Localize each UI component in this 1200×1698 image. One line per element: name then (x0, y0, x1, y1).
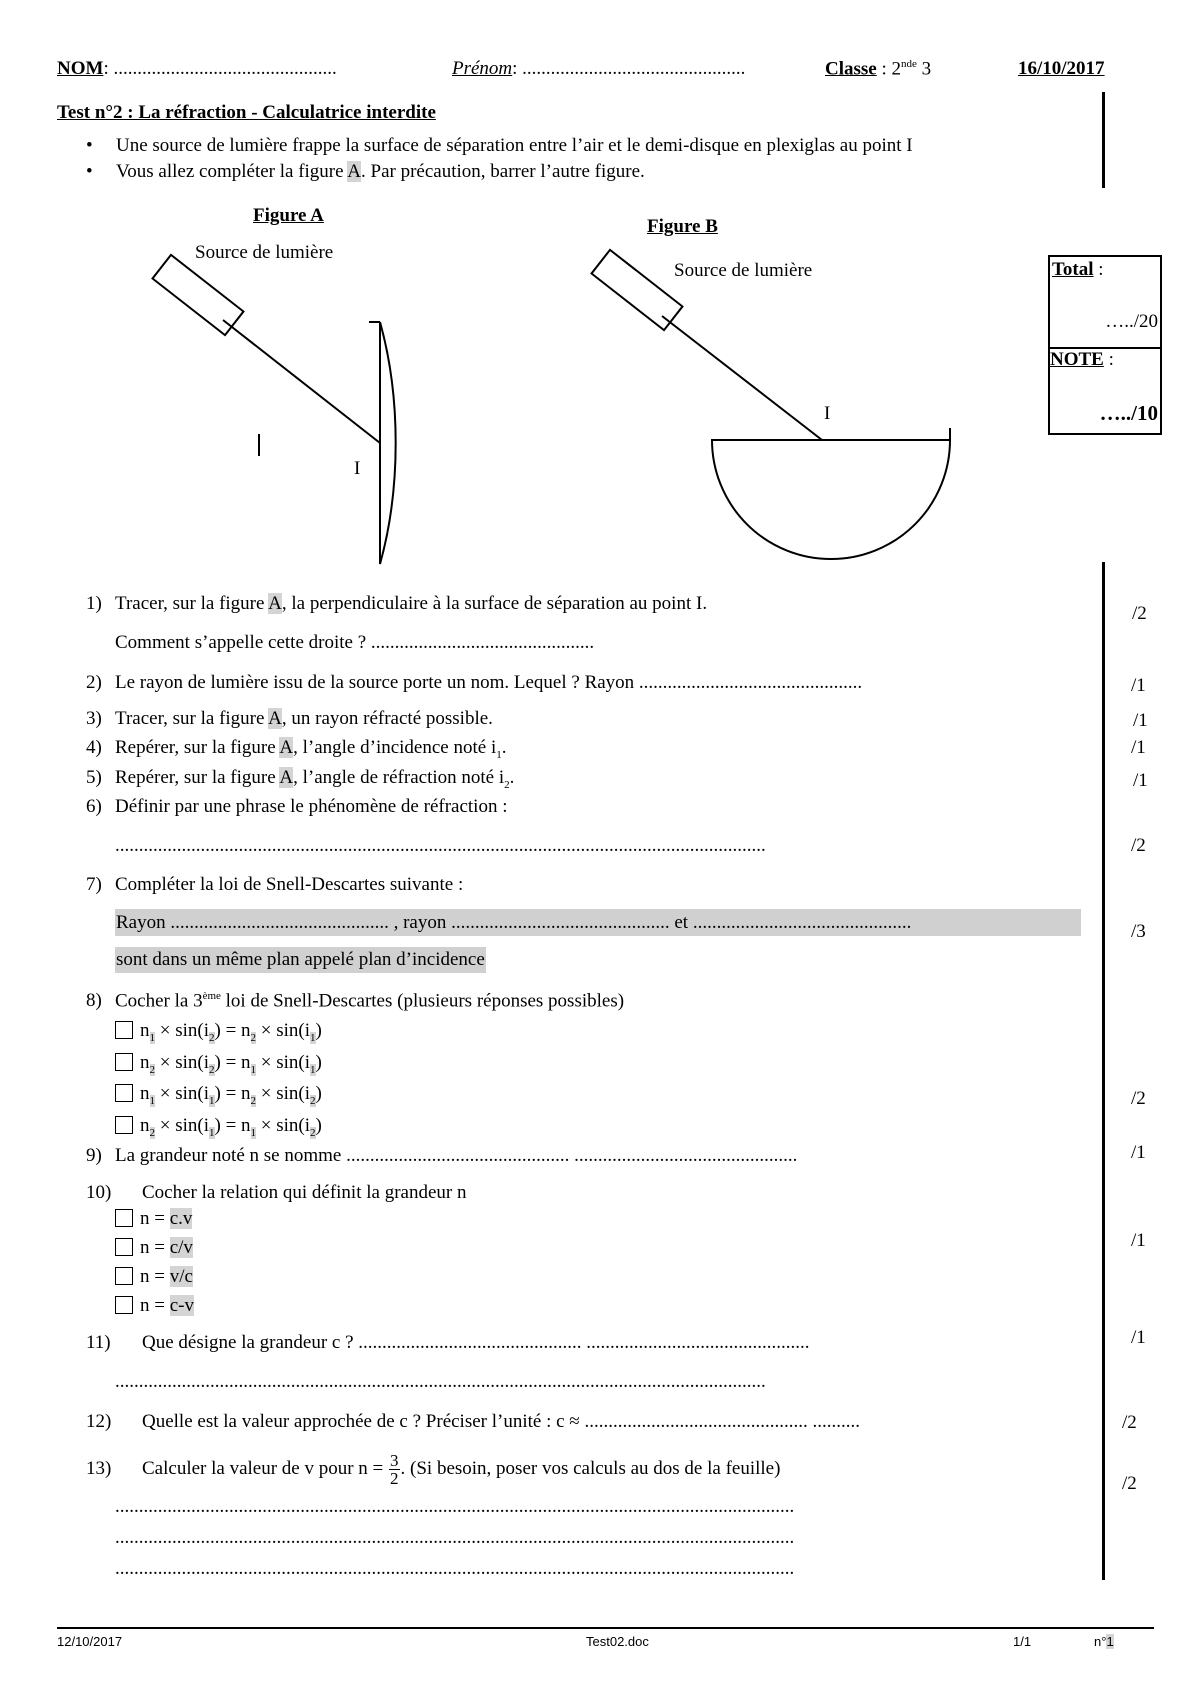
total-value: …../20 (1105, 311, 1158, 332)
q10-checkbox[interactable] (115, 1238, 133, 1256)
q10-option: n = c/v (115, 1237, 193, 1259)
figure-a-incident-ray (223, 320, 380, 443)
q8-checkbox[interactable] (115, 1116, 133, 1134)
figure-b-title: Figure B (647, 216, 718, 237)
q10-option: n = v/c (115, 1266, 193, 1288)
total-label: Total : (1052, 259, 1104, 280)
q8-option: $n_2 \times \sin(i_2) = n_1 \times \sin(i_1)$ (115, 1052, 322, 1076)
question-11: 11) Que désigne la grandeur c ? ............................................... ............................................... (86, 1332, 810, 1353)
footer-page: 1/1 (1013, 1634, 1032, 1649)
figure-a-light-source (153, 255, 244, 335)
figure-a-half-disk (380, 322, 396, 564)
q10-mark: /1 (1131, 1230, 1146, 1251)
question-2: 2) Le rayon de lumière issu de la source porte un nom. Lequel ? Rayon ............................................... (86, 672, 863, 693)
question-9: 9) La grandeur noté n se nomme ............................................... ............................................... (86, 1145, 798, 1166)
q8-option: $n_1 \times \sin(i_1) = n_2 \times \sin(i_2)$ (115, 1083, 322, 1107)
figures-drawing (0, 0, 1200, 580)
q8-checkbox[interactable] (115, 1084, 133, 1102)
q8-checkbox[interactable] (115, 1053, 133, 1071)
question-4: 4) Repérer, sur la figure A, l’angle d’incidence noté $i_1$. (86, 737, 507, 761)
question-6: 6) Définir par une phrase le phénomène de réfraction : (86, 796, 508, 817)
q13-answer-line[interactable]: ............................................................................................................................................... (115, 1496, 795, 1517)
q2-mark: /1 (1131, 675, 1146, 696)
q7-mark: /3 (1131, 921, 1146, 942)
question-13: 13) Calculer la valeur de v pour n = $\frac{3}{2}$ . (Si besoin, poser vos calculs au dos de la feuille) (86, 1451, 781, 1488)
q11-mark: /1 (1131, 1327, 1146, 1348)
figure-a-title: Figure A (253, 205, 324, 226)
q10-checkbox[interactable] (115, 1296, 133, 1314)
footer-number: n°1 (1094, 1634, 1114, 1649)
q3-mark: /1 (1133, 710, 1148, 731)
q13-answer-line[interactable]: ............................................................................................................................................... (115, 1527, 795, 1548)
q8-mark: /2 (1131, 1088, 1146, 1109)
question-8: 8) Cocher la 3ème loi de Snell-Descartes (plusieurs réponses possibles) (86, 990, 625, 1012)
question-5: 5) Repérer, sur la figure A, l’angle de réfraction noté $i_2$. (86, 767, 515, 791)
prenom-label: Prénom (452, 58, 513, 79)
q5-mark: /1 (1133, 770, 1148, 791)
q10-option: n = c.v (115, 1208, 192, 1230)
test-title: Test n°2 : La réfraction - Calculatrice interdite (57, 102, 436, 123)
q8-option: $n_2 \times \sin(i_1) = n_1 \times \sin(i_2)$ (115, 1115, 322, 1139)
figure-b (592, 250, 950, 559)
fraction-3-2: $\frac{3}{2}$ (390, 1451, 399, 1488)
bullet-1: • Une source de lumière frappe la surface de séparation entre l’air et le demi-disque en plexiglas au point I (86, 135, 913, 156)
note-label: NOTE : (1050, 349, 1114, 370)
q8-checkbox[interactable] (115, 1021, 133, 1039)
question-10: 10) Cocher la relation qui définit la grandeur n (86, 1182, 467, 1203)
header-date: 16/10/2017 (1018, 58, 1105, 79)
question-7-line3: sont dans un même plan appelé plan d’incidence (115, 947, 486, 973)
figure-b-incident-ray (662, 316, 822, 440)
figure-a (153, 255, 396, 564)
q9-mark: /1 (1131, 1142, 1146, 1163)
classe-field: Classe : 2nde 3 (825, 58, 932, 80)
nom-dots: : ............................................... (103, 58, 337, 79)
question-6-answer-line: ......................................................................................................................................... (115, 835, 766, 856)
bullet-2: • Vous allez compléter la figure A. Par précaution, barrer l’autre figure. (86, 161, 645, 182)
prenom-dots: : ............................................... (512, 58, 746, 79)
question-7-line2: Rayon .............................................. , rayon .............................................. et .............................................. (115, 909, 1081, 936)
q6-mark: /2 (1131, 835, 1146, 856)
question-7: 7) Compléter la loi de Snell-Descartes suivante : (86, 874, 464, 895)
classe-label: Classe (825, 58, 877, 80)
question-3: 3) Tracer, sur la figure A, un rayon réfracté possible. (86, 708, 493, 729)
q13-answer-line[interactable]: ............................................................................................................................................... (115, 1558, 795, 1579)
figure-b-half-disk (712, 440, 950, 559)
score-box (1048, 255, 1162, 435)
footer-rule (57, 1627, 1154, 1629)
figure-b-source-label: Source de lumière (674, 260, 813, 281)
q10-option: n = c-v (115, 1295, 194, 1317)
q4-mark: /1 (1131, 737, 1146, 758)
question-12: 12) Quelle est la valeur approchée de c ? Préciser l’unité : c ≈ ............................................... .......... (86, 1411, 860, 1432)
footer-date: 12/10/2017 (57, 1634, 123, 1649)
q1-mark: /2 (1132, 603, 1147, 624)
figure-b-light-source (592, 250, 683, 330)
figure-a-source-label: Source de lumière (195, 242, 334, 263)
q12-mark: /2 (1122, 1412, 1137, 1433)
margin-line-main (1102, 562, 1105, 1580)
note-value: …../10 (1099, 401, 1158, 425)
footer-filename: Test02.doc (586, 1634, 649, 1649)
figure-b-point-label: I (824, 403, 831, 424)
question-1-line2: Comment s’appelle cette droite ? ............................................... (115, 632, 595, 653)
question-1: 1) Tracer, sur la figure A, la perpendiculaire à la surface de séparation au point I. (86, 593, 708, 614)
q13-mark: /2 (1122, 1473, 1137, 1494)
q8-option: $n_1 \times \sin(i_2) = n_2 \times \sin(i_1)$ (115, 1020, 322, 1044)
figure-a-point-label: I (354, 458, 361, 479)
q10-checkbox[interactable] (115, 1209, 133, 1227)
q10-checkbox[interactable] (115, 1267, 133, 1285)
nom-label: NOM (57, 58, 104, 79)
question-11-answer-line: ......................................................................................................................................... (115, 1371, 766, 1392)
